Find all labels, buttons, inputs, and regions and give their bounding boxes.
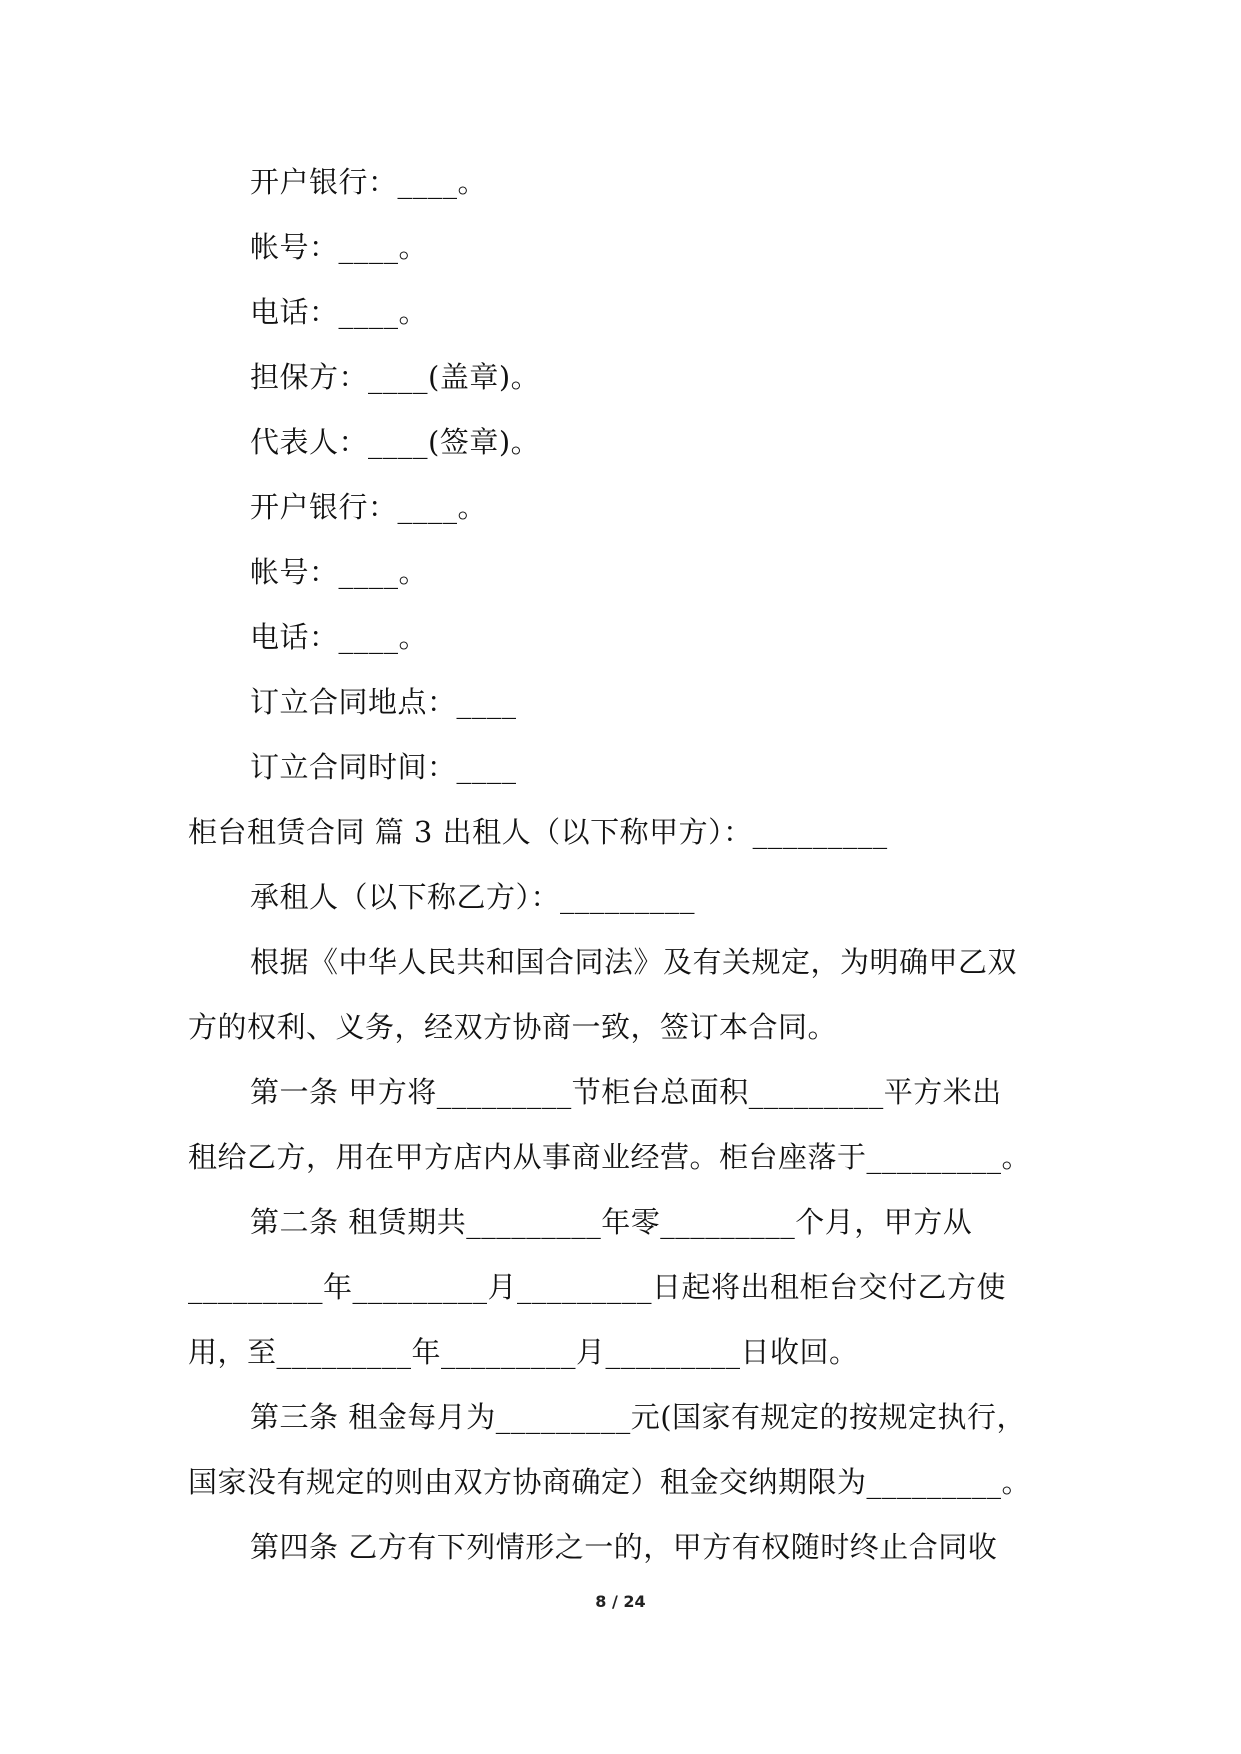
article-2-line-1: 第二条 租赁期共_________年零_________个月，甲方从 <box>250 1205 973 1239</box>
article-1-line-1: 第一条 甲方将_________节柜台总面积_________平方米出 <box>250 1075 1002 1109</box>
bank-line-2: 开户银行：____。 <box>250 490 488 524</box>
article-4-line-1: 第四条 乙方有下列情形之一的，甲方有权随时终止合同收 <box>250 1530 998 1564</box>
article-2-line-2: _________年_________月_________日起将出租柜台交付乙方使 <box>188 1270 1007 1304</box>
contract-time-line: 订立合同时间：____ <box>250 750 517 784</box>
bank-line: 开户银行：____。 <box>250 165 488 199</box>
preamble-line-1: 根据《中华人民共和国合同法》及有关规定，为明确甲乙双 <box>250 945 1018 979</box>
contract-place-line: 订立合同地点：____ <box>250 685 517 719</box>
representative-line: 代表人：____(签章)。 <box>250 425 541 459</box>
article-1-line-2: 租给乙方，用在甲方店内从事商业经营。柜台座落于_________。 <box>188 1140 1032 1174</box>
guarantor-line: 担保方：____(盖章)。 <box>250 360 541 394</box>
phone-line: 电话：____。 <box>250 295 429 329</box>
article-3-line-1: 第三条 租金每月为_________元(国家有规定的按规定执行， <box>250 1400 1027 1434</box>
account-line-2: 帐号：____。 <box>250 555 429 589</box>
lessee-line: 承租人（以下称乙方）：_________ <box>250 880 696 914</box>
section-heading-line: 柜台租赁合同 篇 3 出租人（以下称甲方）：_________ <box>188 815 888 849</box>
article-3-line-2: 国家没有规定的则由双方协商确定）租金交纳期限为_________。 <box>188 1465 1032 1499</box>
article-2-line-3: 用，至_________年_________月_________日收回。 <box>188 1335 859 1369</box>
page-number: 8 / 24 <box>595 1592 646 1611</box>
account-line: 帐号：____。 <box>250 230 429 264</box>
preamble-line-2: 方的权利、义务，经双方协商一致，签订本合同。 <box>188 1010 838 1044</box>
phone-line-2: 电话：____。 <box>250 620 429 654</box>
